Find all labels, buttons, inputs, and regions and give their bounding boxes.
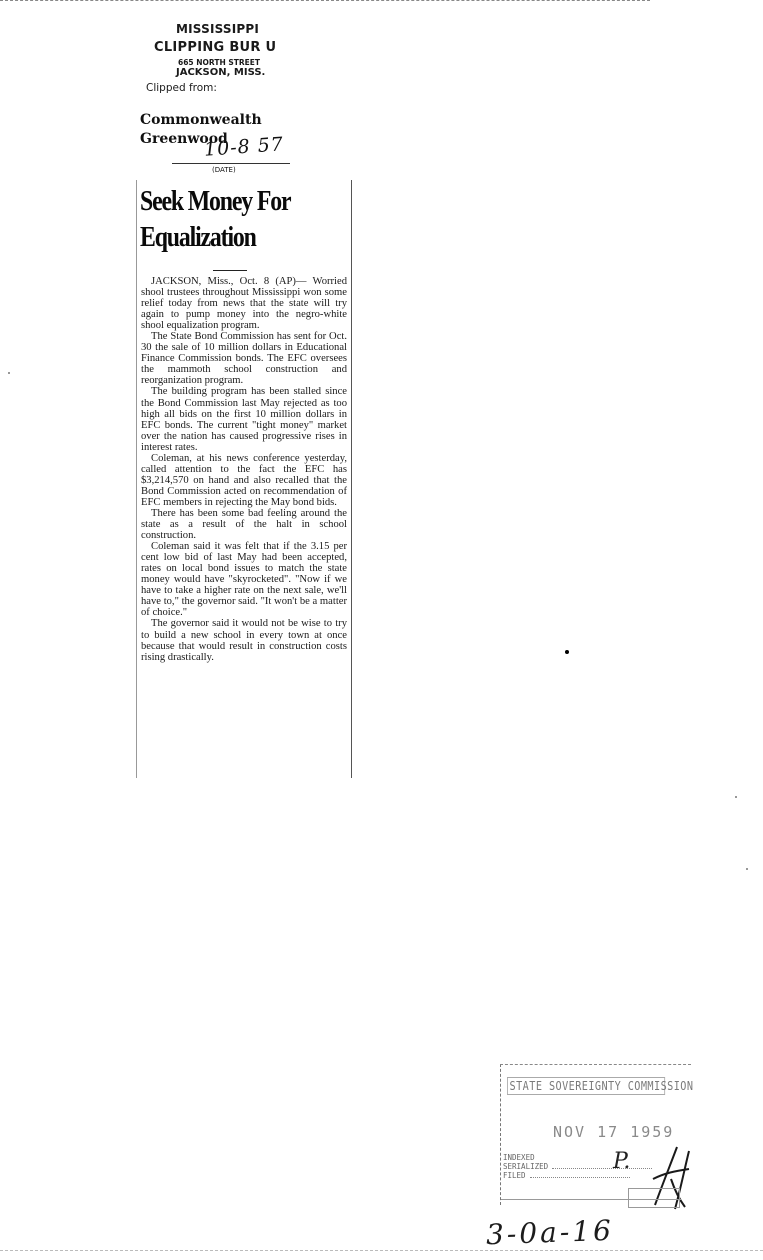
- clipping-bureau-header: [146, 22, 306, 94]
- headline-rule: [213, 270, 247, 271]
- scan-speck: [746, 868, 748, 870]
- article-paragraph: The building program has been stalled since the Bond Commission last May rejected as too high all bids on the first 10 million dollars in EFC bonds. The current "tight money" market over the nation has caused progressive rises in interest rates.: [141, 386, 347, 453]
- stamp-indexed: INDEXED: [503, 1153, 535, 1162]
- article-paragraph: Coleman, at his news conference yesterday, called attention to the fact the EFC has $3,214,570 on hand and also recalled that the Bond Commission acted on recommendation of EFC members in rejecting the May bond bids.: [141, 452, 347, 508]
- article-paragraph: There has been some bad feeling around the state as a result of the halt in school construction.: [141, 507, 347, 542]
- handwritten-date: 10-8 57: [203, 133, 285, 161]
- scan-edge-bottom: [0, 1250, 763, 1251]
- stamp-date: NOV 17 1959: [553, 1123, 675, 1141]
- stamp-serialized: SERIALIZED: [503, 1162, 652, 1171]
- scan-speck: [8, 372, 10, 374]
- date-line: [172, 163, 290, 164]
- article-paragraph: JACKSON, Miss., Oct. 8 (AP)— Worried shool trustees throughout Mississippi won some relief today from news that the state will try again to pump money into the negro-white shool equalization program.: [141, 276, 347, 332]
- source-city: Greenwood: [140, 131, 228, 147]
- received-stamp: [500, 1064, 694, 1205]
- stamp-filed: FILED: [503, 1171, 652, 1180]
- scan-edge-top: [0, 0, 650, 3]
- bureau-street: 665 NORTH STREET: [178, 58, 261, 67]
- scan-speck: [735, 796, 737, 798]
- newspaper-clipping: [136, 180, 352, 778]
- bureau-name: CLIPPING BUR U: [154, 40, 277, 55]
- article-paragraph: Coleman said it was felt that if the 3.15 per cent low bid of last May had been accepted, rates on local bond issues to match the state money would have "skyrocketed". "Now if we have to take a higher rate on the next sale, we'll have to," the governor said. "It won't be a matter of choice.": [141, 541, 347, 619]
- article-paragraph: The governor said it would not be wise to try to build a new school in every town at once because that would result in construction costs rising drastically.: [141, 618, 347, 663]
- bureau-state: MISSISSIPPI: [176, 22, 260, 36]
- clipped-from-label: Clipped from:: [146, 82, 217, 94]
- scan-speck: [565, 650, 569, 654]
- bureau-city: JACKSON, MISS.: [176, 67, 266, 78]
- stamp-initial: P.: [613, 1149, 631, 1174]
- article-paragraph: The State Bond Commission has sent for Oct. 30 the sale of 10 million dollars in Educational Finance Commission bonds. The EFC oversees the mammoth school construction and reorganization program.: [141, 331, 347, 387]
- handwritten-file-number: 3-0a-16: [485, 1213, 615, 1252]
- stamp-agency: STATE SOVEREIGNTY COMMISSION: [507, 1077, 665, 1095]
- article-headline: Seek Money For Equalization: [140, 185, 290, 253]
- date-label: (DATE): [212, 166, 236, 174]
- stamp-box: [628, 1188, 680, 1208]
- article-body: [141, 276, 347, 663]
- source-paper-name: Commonwealth: [140, 112, 262, 128]
